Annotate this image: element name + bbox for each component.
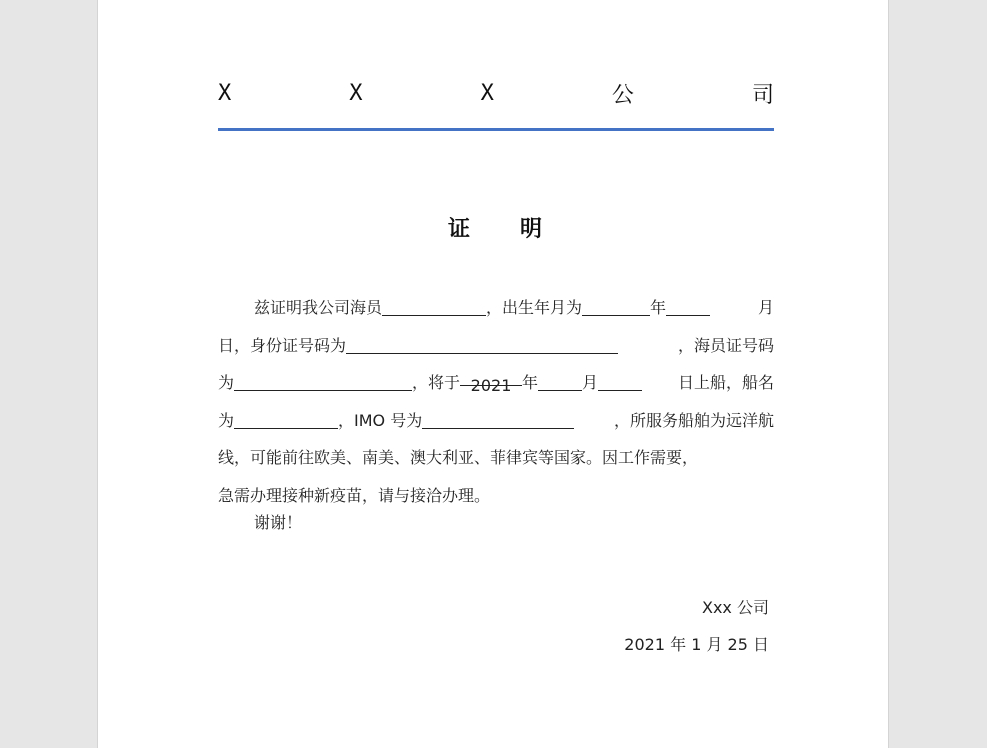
signature-company: Xxx 公司 (702, 598, 769, 617)
body-line (218, 289, 774, 327)
letterhead-char: X (218, 80, 232, 106)
closing-thanks (218, 510, 302, 533)
document-page (97, 0, 889, 748)
body-text: 年 (650, 298, 667, 317)
letterhead-char: 公 (611, 82, 634, 108)
body-text: 急需办理接种新疫苗，请与接洽办理。 (218, 485, 491, 505)
body-text: 线，可能前往欧美、南美、澳大利亚、菲律宾等国家。因工作需要， (218, 448, 699, 467)
body-line (218, 477, 774, 515)
body-text: ，IMO 号为 (338, 410, 423, 430)
boarding-month-blank (538, 372, 582, 391)
body-text: 为 (218, 410, 235, 430)
letterhead (218, 78, 774, 108)
body-text: 月 (582, 373, 599, 392)
body-text: 兹证明我公司海员 (254, 298, 383, 317)
imo-number-blank (422, 410, 574, 429)
title-char-right: 明 (520, 216, 545, 242)
body-line (218, 402, 774, 440)
signature-date: 2021 年 1 月 25 日 (624, 635, 769, 654)
birth-year-blank (582, 297, 650, 316)
ship-name-blank (234, 410, 338, 429)
crew-name-blank (382, 297, 486, 316)
body-line (218, 327, 774, 365)
closing-text: 谢谢！ (254, 513, 303, 532)
body-text: 年 (522, 373, 539, 392)
boarding-day-blank (598, 372, 642, 391)
boarding-year: 2021 (460, 367, 522, 386)
title-char-left: 证 (447, 216, 472, 242)
body-line (218, 364, 774, 402)
body-text: 为 (218, 373, 235, 392)
doc-title (218, 212, 774, 243)
body-text: ，海员证号码 (677, 335, 774, 355)
body-text: 日，身份证号码为 (218, 335, 347, 355)
seaman-book-blank (234, 372, 412, 391)
body-text: ，将于 (412, 373, 461, 392)
id-number-blank (346, 335, 618, 354)
certificate-body (218, 289, 774, 514)
body-line (218, 439, 774, 477)
letterhead-char: X (480, 80, 494, 106)
body-text: ，所服务船舶为远洋航 (613, 410, 774, 430)
body-text: 月 (757, 298, 774, 317)
letterhead-char: 司 (751, 82, 774, 108)
birth-month-blank (666, 297, 710, 316)
header-rule (218, 128, 774, 131)
body-text: 日上船，船名 (677, 373, 774, 392)
letterhead-char: X (349, 80, 363, 106)
body-text: ，出生年月为 (486, 298, 583, 317)
